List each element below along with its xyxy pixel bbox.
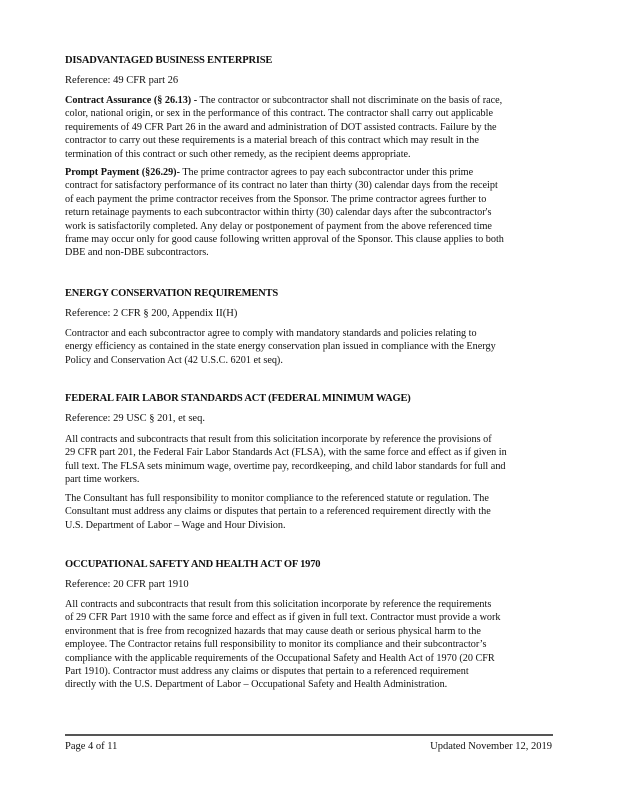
footer-page-number: Page 4 of 11	[65, 741, 118, 752]
text-line: All contracts and subcontracts that result from this solicitation incorporate by reference the requirements	[65, 599, 492, 610]
text-line: directly with the U.S. Department of Labor – Occupational Safety and Health Administration.	[65, 679, 448, 691]
text-line: work is satisfactorily completed. Any delay or postponement of payment from the above referenced time	[65, 220, 492, 232]
text-line: contract for satisfactory performance of its contract no later than thirty (30) calendar days from the receipt	[65, 180, 498, 192]
text-line: full text. The FLSA sets minimum wage, overtime pay, recordkeeping, and child labor standards for full and	[65, 460, 506, 472]
footer-divider	[65, 734, 553, 736]
text-line: The contractor or subcontractor shall not discriminate on the basis of race,	[197, 95, 503, 106]
section-heading-flsa: FEDERAL FAIR LABOR STANDARDS ACT (FEDERAL MINIMUM WAGE)	[65, 393, 411, 404]
text-line: of 29 CFR Part 1910 with the same force and effect as if given in full text. Contractor must provide a work	[65, 612, 501, 624]
text-line: The prime contractor agrees to pay each subcontractor under this prime	[179, 167, 474, 178]
text-line: color, national origin, or sex in the performance of this contract. The contractor shall carry out applicable	[65, 108, 493, 120]
paragraph-energy	[65, 327, 565, 367]
text-line: energy efficiency as contained in the state energy conservation plan issued in compliance with the Energy	[65, 341, 496, 353]
paragraph-lead: Prompt Payment (§26.29)-	[65, 167, 180, 178]
section-heading-dbe: DISADVANTAGED BUSINESS ENTERPRISE	[65, 55, 273, 66]
paragraph-lead: Contract Assurance (§ 26.13) -	[65, 95, 198, 106]
text-line: termination of this contract or such other remedy, as the recipient deems appropriate.	[65, 148, 411, 160]
paragraph-consultant	[65, 492, 565, 532]
text-line: DBE and non-DBE subcontractors.	[65, 247, 209, 259]
text-line: 29 CFR part 201, the Federal Fair Labor Standards Act (FLSA), with the same force and effect as if given in	[65, 447, 507, 459]
text-line: U.S. Department of Labor – Wage and Hour Division.	[65, 519, 286, 531]
text-line: employee. The Contractor retains full responsibility to monitor its compliance and their subcontractor’s	[65, 639, 487, 651]
text-line: Contractor and each subcontractor agree to comply with mandatory standards and policies relating to	[65, 328, 477, 339]
paragraph-flsa	[65, 433, 565, 487]
text-line: environment that is free from recognized hazards that may cause death or serious physical harm to the	[65, 625, 481, 637]
section-reference-osha: Reference: 20 CFR part 1910	[65, 579, 189, 590]
paragraph-prompt-payment	[65, 166, 565, 260]
text-line: of each payment the prime contractor receives from the Sponsor. The prime contractor agrees further to	[65, 193, 487, 205]
text-line: part time workers.	[65, 474, 140, 486]
paragraph-contract-assurance	[65, 94, 565, 161]
text-line: requirements of 49 CFR Part 26 in the award and administration of DOT assisted contracts. Failure by the	[65, 121, 497, 133]
text-line: Policy and Conservation Act (42 U.S.C. 6201 et seq).	[65, 354, 283, 366]
section-reference-dbe: Reference: 49 CFR part 26	[65, 75, 179, 86]
text-line: contractor to carry out these requirements is a material breach of this contract which may result in the	[65, 135, 479, 147]
text-line: Part 1910). Contractor must address any claims or disputes that pertain to a referenced requirement	[65, 666, 469, 678]
section-reference-flsa: Reference: 29 USC § 201, et seq.	[65, 413, 205, 424]
text-line: return retainage payments to each subcontractor within thirty (30) calendar days after the subcontractor's	[65, 207, 492, 219]
text-line: The Consultant has full responsibility to monitor compliance to the referenced statute or regulation. The	[65, 493, 489, 504]
section-heading-osha: OCCUPATIONAL SAFETY AND HEALTH ACT OF 1970	[65, 559, 321, 570]
paragraph-osha	[65, 598, 565, 692]
text-line: All contracts and subcontracts that result from this solicitation incorporate by reference the provisions of	[65, 434, 492, 445]
footer-updated-date: Updated November 12, 2019	[430, 741, 552, 752]
text-line: Consultant must address any claims or disputes that pertain to a referenced requirement directly with the	[65, 506, 491, 518]
text-line: frame may occur only for good cause following written approval of the Sponsor. This clause applies to both	[65, 234, 504, 246]
text-line: compliance with the applicable requirements of the Occupational Safety and Health Act of 1970 (20 CFR	[65, 652, 495, 664]
section-heading-energy: ENERGY CONSERVATION REQUIREMENTS	[65, 288, 278, 299]
section-reference-energy: Reference: 2 CFR § 200, Appendix II(H)	[65, 308, 238, 319]
